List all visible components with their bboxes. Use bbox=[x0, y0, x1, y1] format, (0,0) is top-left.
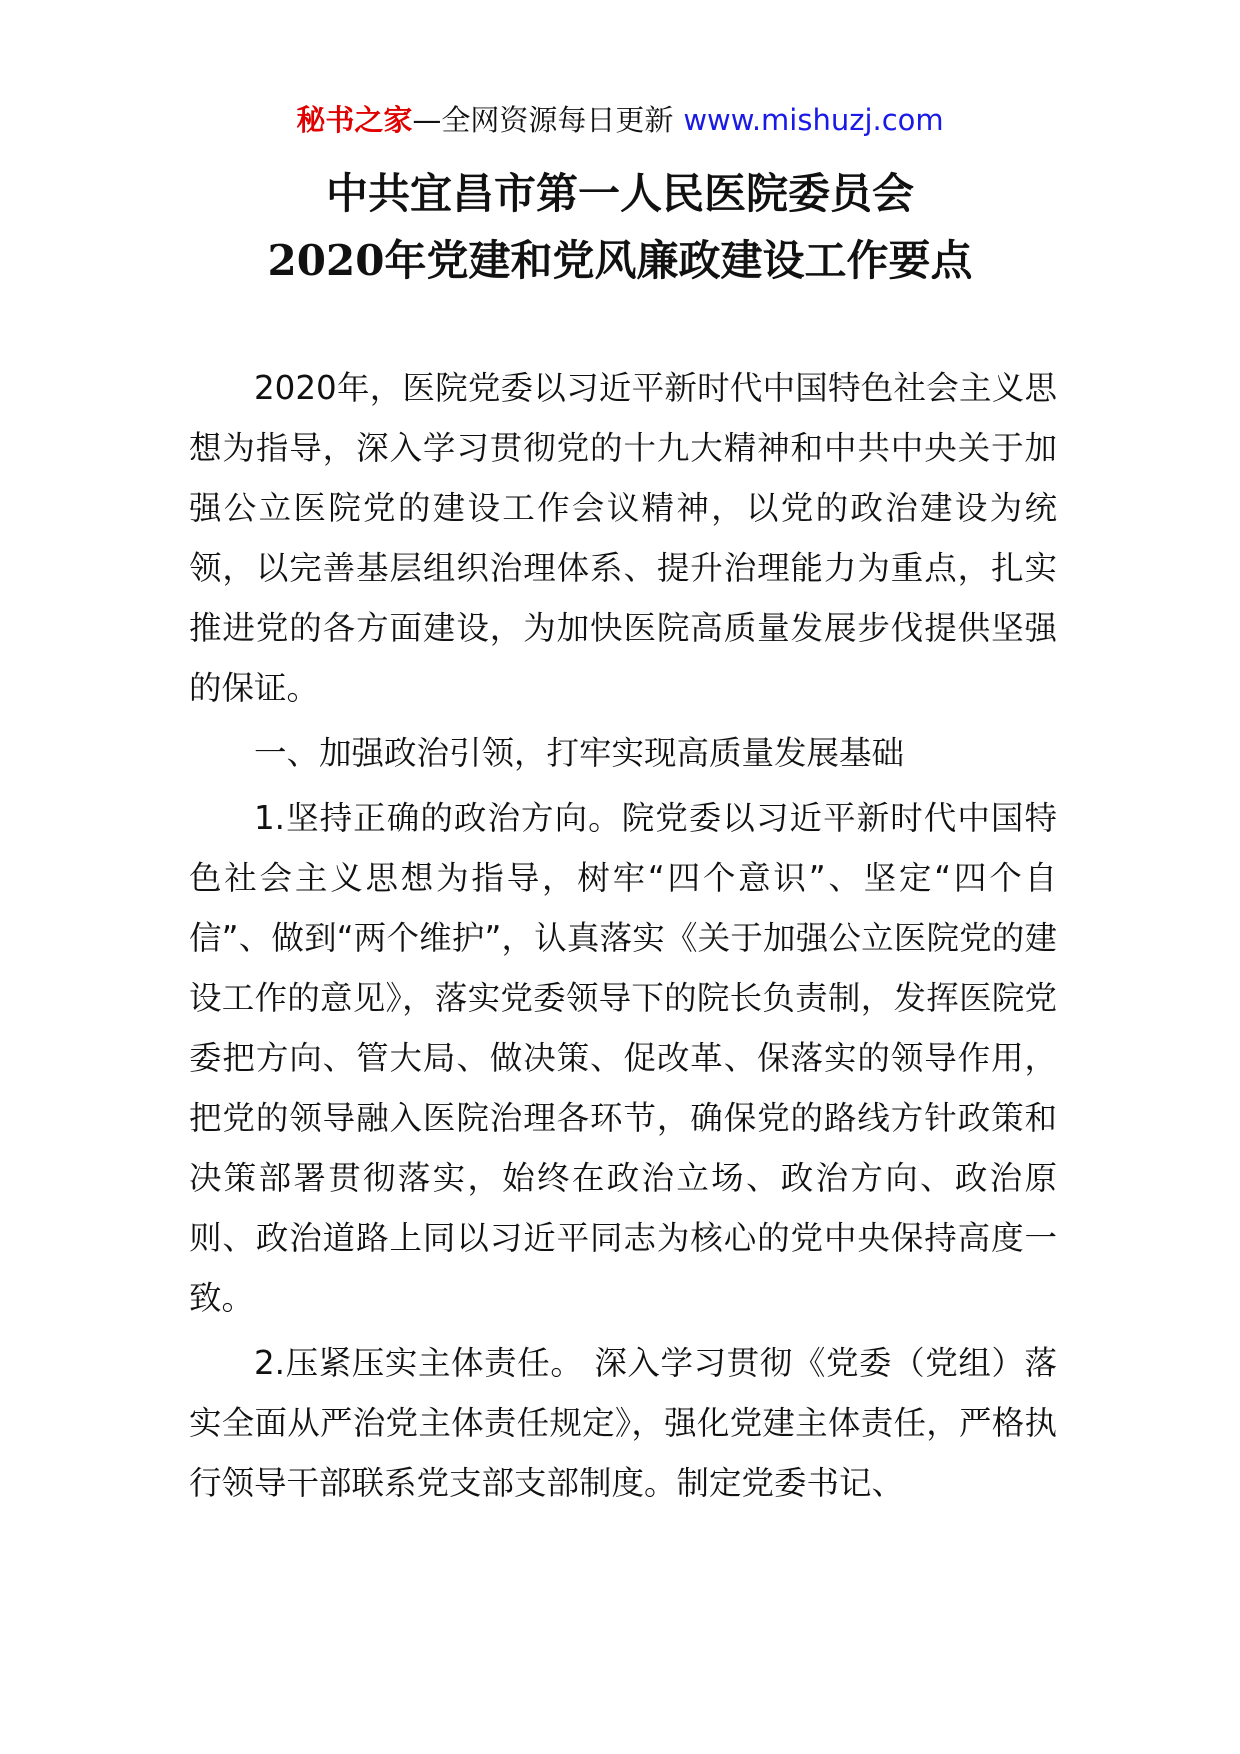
document-body bbox=[189, 358, 1057, 1518]
item-paragraph-1: 1.坚持正确的政治方向。院党委以习近平新时代中国特色社会主义思想为指导，树牢“四个意识”、坚定“四个自信”、做到“两个维护”，认真落实《关于加强公立医院党的建设工作的意见》，落实党委领导下的院长负责制，发挥医院党委把方向、管大局、做决策、促改革、保落实的领导作用，把党的领导融入医院治理各环节，确保党的路线方针政策和决策部署贯彻落实，始终在政治立场、政治方向、政治原则、政治道路上同以习近平同志为核心的党中央保持高度一致。 bbox=[189, 799, 1057, 1317]
site-brand: 秘书之家 bbox=[296, 103, 413, 137]
document-title-line-1: 中共宜昌市第一人民医院委员会 bbox=[325, 169, 914, 218]
document-title-line-2: 2020年党建和党风廉政建设工作要点 bbox=[267, 236, 973, 285]
site-header bbox=[0, 100, 1240, 140]
section-heading: 一、加强政治引领，打牢实现高质量发展基础 bbox=[254, 734, 905, 772]
item-paragraph-2: 2.压紧压实主体责任。 深入学习贯彻《党委（党组）落实全面从严治党主体责任规定》，强化党建主体责任，严格执行领导干部联系党支部支部制度。制定党委书记、 bbox=[189, 1344, 1057, 1502]
site-url-link[interactable]: www.mishuzj.com bbox=[683, 103, 944, 137]
site-tagline: —全网资源每日更新 bbox=[412, 103, 674, 137]
intro-paragraph: 2020年，医院党委以习近平新时代中国特色社会主义思想为指导，深入学习贯彻党的十九大精神和中共中央关于加强公立医院党的建设工作会议精神，以党的政治建设为统领，以完善基层组织治理体系、提升治理能力为重点，扎实推进党的各方面建设，为加快医院高质量发展步伐提供坚强的保证。 bbox=[189, 369, 1057, 707]
